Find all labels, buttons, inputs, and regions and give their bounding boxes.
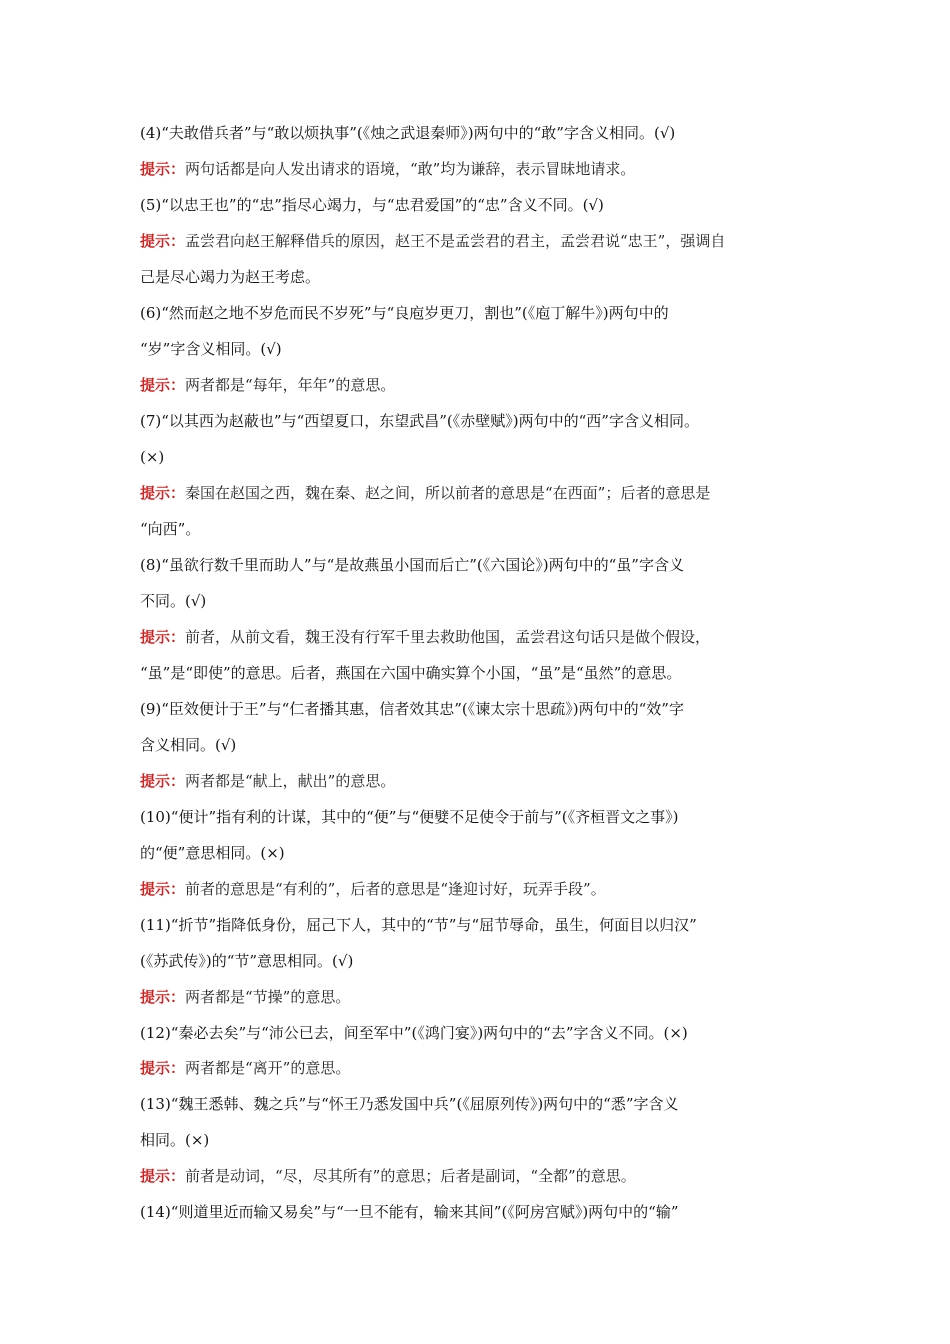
hint-line <box>140 770 820 792</box>
question-continuation: 的“便”意思相同。(×) <box>140 844 285 862</box>
question-continuation: (《苏武传》)的“节”意思相同。(√) <box>140 952 354 970</box>
question-line: (12)“秦必去矣”与“沛公已去，间至军中”(《鸿门宴》)两句中的“去”字含义不同。(×) <box>140 1024 688 1042</box>
hint-continuation: “虽”是“即使”的意思。后者，燕国在六国中确实算个小国，“虽”是“虽然”的意思。 <box>140 664 682 682</box>
hint-text: 孟尝君向赵王解释借兵的原因，赵王不是孟尝君的君主，孟尝君说“忠王”，强调自 <box>185 232 726 250</box>
hint-label: 提示： <box>140 988 186 1006</box>
item-11 <box>140 914 820 1008</box>
hint-continuation: “向西”。 <box>140 520 201 538</box>
question-line: (8)“虽欲行数千里而助人”与“是故燕虽小国而后亡”(《六国论》)两句中的“虽”字含义 <box>140 556 684 574</box>
hint-text: 两者都是“献上，献出”的意思。 <box>185 772 396 790</box>
question-line: (4)“夫敢借兵者”与“敢以烦执事”(《烛之武退秦师》)两句中的“敢”字含义相同。(√) <box>140 124 676 142</box>
hint-line <box>140 626 820 648</box>
hint-label: 提示： <box>140 232 186 250</box>
question-continuation: 不同。(√) <box>140 592 207 610</box>
item-4 <box>140 122 820 180</box>
question-line: (5)“以忠王也”的“忠”指尽心竭力，与“忠君爱国”的“忠”含义不同。(√) <box>140 196 604 214</box>
document-page <box>140 122 820 1237</box>
hint-text: 秦国在赵国之西，魏在秦、赵之间，所以前者的意思是“在西面”；后者的意思是 <box>185 484 711 502</box>
question-line: (13)“魏王悉韩、魏之兵”与“怀王乃悉发国中兵”(《屈原列传》)两句中的“悉”字含义 <box>140 1095 679 1113</box>
hint-label: 提示： <box>140 160 186 178</box>
hint-text: 两者都是“节操”的意思。 <box>185 988 351 1006</box>
hint-text: 两者都是“每年，年年”的意思。 <box>185 376 396 394</box>
hint-line <box>140 1165 820 1187</box>
question-continuation: 含义相同。(√) <box>140 736 237 754</box>
hint-label: 提示： <box>140 1059 186 1077</box>
hint-label: 提示： <box>140 376 186 394</box>
question-line: (10)“便计”指有利的计谋，其中的“便”与“便嬖不足使令于前与”(《齐桓晋文之事》) <box>140 808 679 826</box>
hint-text: 前者，从前文看，魏王没有行军千里去救助他国，孟尝君这句话只是做个假设， <box>185 628 711 646</box>
hint-text: 两句话都是向人发出请求的语境，“敢”均为谦辞，表示冒昧地请求。 <box>185 160 636 178</box>
question-line: (7)“以其西为赵蔽也”与“西望夏口，东望武昌”(《赤壁赋》)两句中的“西”字含义相同。 <box>140 412 699 430</box>
hint-continuation: 己是尽心竭力为赵王考虑。 <box>140 268 321 286</box>
hint-text: 前者的意思是“有利的”，后者的意思是“逢迎讨好，玩弄手段”。 <box>185 880 606 898</box>
item-12 <box>140 1022 820 1079</box>
question-continuation: (×) <box>140 448 165 466</box>
hint-label: 提示： <box>140 772 186 790</box>
question-line: (6)“然而赵之地不岁危而民不岁死”与“良庖岁更刀，割也”(《庖丁解牛》)两句中的 <box>140 304 669 322</box>
item-8 <box>140 554 820 684</box>
question-line: (11)“折节”指降低身份，屈己下人，其中的“节”与“屈节辱命，虽生，何面目以归汉” <box>140 916 697 934</box>
item-14 <box>140 1201 820 1223</box>
hint-line <box>140 482 820 504</box>
question-continuation: 相同。(×) <box>140 1131 210 1149</box>
hint-line <box>140 1057 820 1079</box>
hint-line <box>140 878 820 900</box>
item-7 <box>140 410 820 540</box>
item-10 <box>140 806 820 900</box>
hint-text: 两者都是“离开”的意思。 <box>185 1059 351 1077</box>
hint-label: 提示： <box>140 1167 186 1185</box>
item-13 <box>140 1093 820 1187</box>
hint-line <box>140 230 820 252</box>
hint-label: 提示： <box>140 628 186 646</box>
hint-label: 提示： <box>140 880 186 898</box>
hint-label: 提示： <box>140 484 186 502</box>
question-line: (14)“则道里近而输又易矣”与“一旦不能有，输来其间”(《阿房宫赋》)两句中的“输” <box>140 1203 679 1221</box>
hint-line <box>140 158 820 180</box>
item-9 <box>140 698 820 792</box>
hint-line <box>140 374 820 396</box>
hint-text: 前者是动词，“尽，尽其所有”的意思；后者是副词，“全都”的意思。 <box>185 1167 636 1185</box>
item-5 <box>140 194 820 288</box>
hint-line <box>140 986 820 1008</box>
item-6 <box>140 302 820 396</box>
question-continuation: “岁”字含义相同。(√) <box>140 340 282 358</box>
question-line: (9)“臣效便计于王”与“仁者播其惠，信者效其忠”(《谏太宗十思疏》)两句中的“效”字 <box>140 700 684 718</box>
